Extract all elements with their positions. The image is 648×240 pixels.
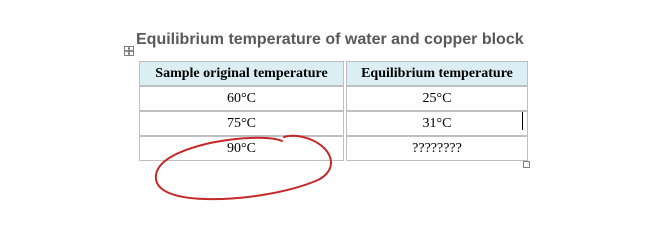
table-resize-handle[interactable] [523,161,530,168]
temperature-table [137,61,530,161]
table-cell[interactable]: 60°C [139,86,344,111]
header-cell-equilibrium-temperature[interactable]: Equilibrium temperature [346,61,528,86]
table-row [139,136,528,161]
table-row [139,111,528,136]
move-arrows-icon [125,47,133,55]
table-header-row [139,61,528,86]
table-cell[interactable]: 75°C [139,111,344,136]
text-cursor [522,112,523,130]
table-cell[interactable]: 25°C [346,86,528,111]
table-row [139,86,528,111]
table-move-handle[interactable] [124,46,134,56]
table-cell[interactable]: 90°C [139,136,344,161]
header-cell-sample-temperature[interactable]: Sample original temperature [139,61,344,86]
table-title: Equilibrium temperature of water and copper block [136,31,524,48]
table-cell[interactable]: ???????? [346,136,528,161]
table-cell[interactable]: 31°C [346,111,528,136]
